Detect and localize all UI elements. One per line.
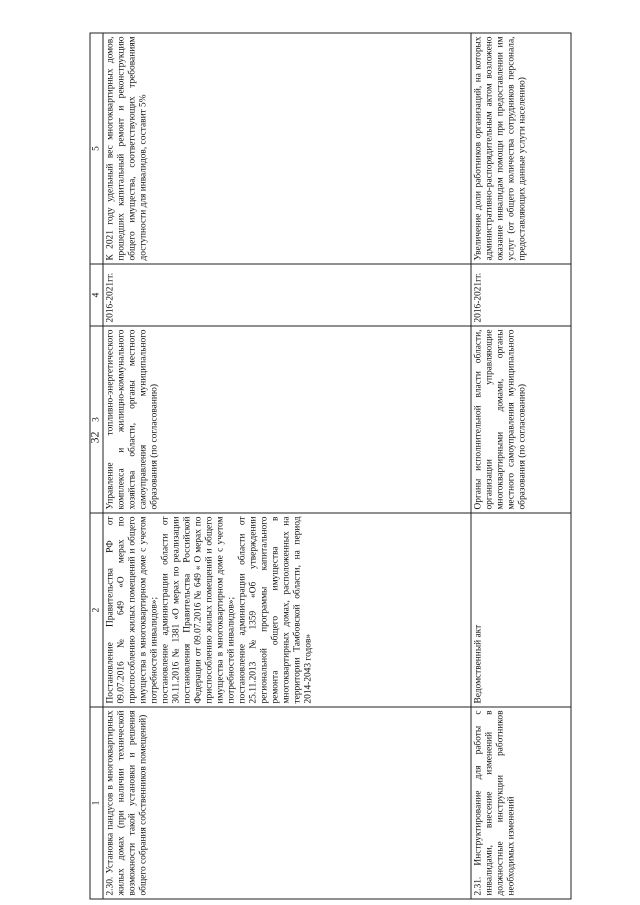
header-col-3: 3 xyxy=(90,326,103,513)
responsible-cell: Управление топливно-энергетического комплекса и жилищно-коммунального хозяйства области, органы местного самоуправления муниципального образования (по согласованию) xyxy=(103,326,471,513)
result-cell: Увеличение доли работников организаций, на которых административно-распорядительным актом возложено оказание инвалидам помощи при предоставлении им услуг (от общего количества сотрудников персонала, предоставляющих данные услуги населению) xyxy=(471,33,571,264)
header-col-4: 4 xyxy=(90,264,103,326)
measure-cell: 2.30. Установка пандусов в многоквартирных жилых домах (при наличии технической возможности такой установки и решения общего собрания собственников помещений) xyxy=(103,707,471,899)
page-number: 32 xyxy=(87,431,102,444)
period-cell: 2016-2021гг. xyxy=(103,264,471,326)
result-cell: К 2021 году удельный вес многоквартирных домов, прошедших капитальный ремонт и реконструкцию общего имущества, соответствующих требованиям доступности для инвалидов, составит 5% xyxy=(103,33,471,264)
header-row xyxy=(90,33,103,899)
measure-cell: 2.31. Инструктирование для работы с инвалидами, внесение изменений в должностные инструкции работников необходимых изменений xyxy=(471,707,571,899)
responsible-cell: Органы исполнительной власти области, организации управляющие многоквартирными домами, органы местного самоуправления муниципального образования (по согласованию) xyxy=(471,326,571,513)
header-col-5: 5 xyxy=(90,33,103,264)
table-row xyxy=(471,33,571,899)
period-cell: 2016-2021гг. xyxy=(471,264,571,326)
header-col-1: 1 xyxy=(90,707,103,899)
header-col-2: 2 xyxy=(90,513,103,707)
table-row xyxy=(103,33,471,899)
legal-basis-cell: Постановление Правительства РФ от 09.07.2016 № 649 «О мерах по приспособлению жилых помещений и общего имущества в многоквартирном доме с учетом потребностей инвалидов»; постановление администрации области от 30.11.2016 № 1381 «О мерах по реализации постановления Правительства Российской Федерации от 09.07.2016 № 649 « О мерах по приспособлению жилых помещений и общего имущества в многоквартирном доме с учетом потребностей инвалидов»; постановление администрации области от 25.11.2013 №1359 «Об утверждении региональной программы капитального ремонта общего имущества в многоквартирных домах, расположенных на территории Тамбовской области, на период 2014-2043 годов» xyxy=(103,513,471,707)
measures-table xyxy=(87,33,572,900)
legal-basis-cell: Ведомственный акт xyxy=(471,513,571,707)
